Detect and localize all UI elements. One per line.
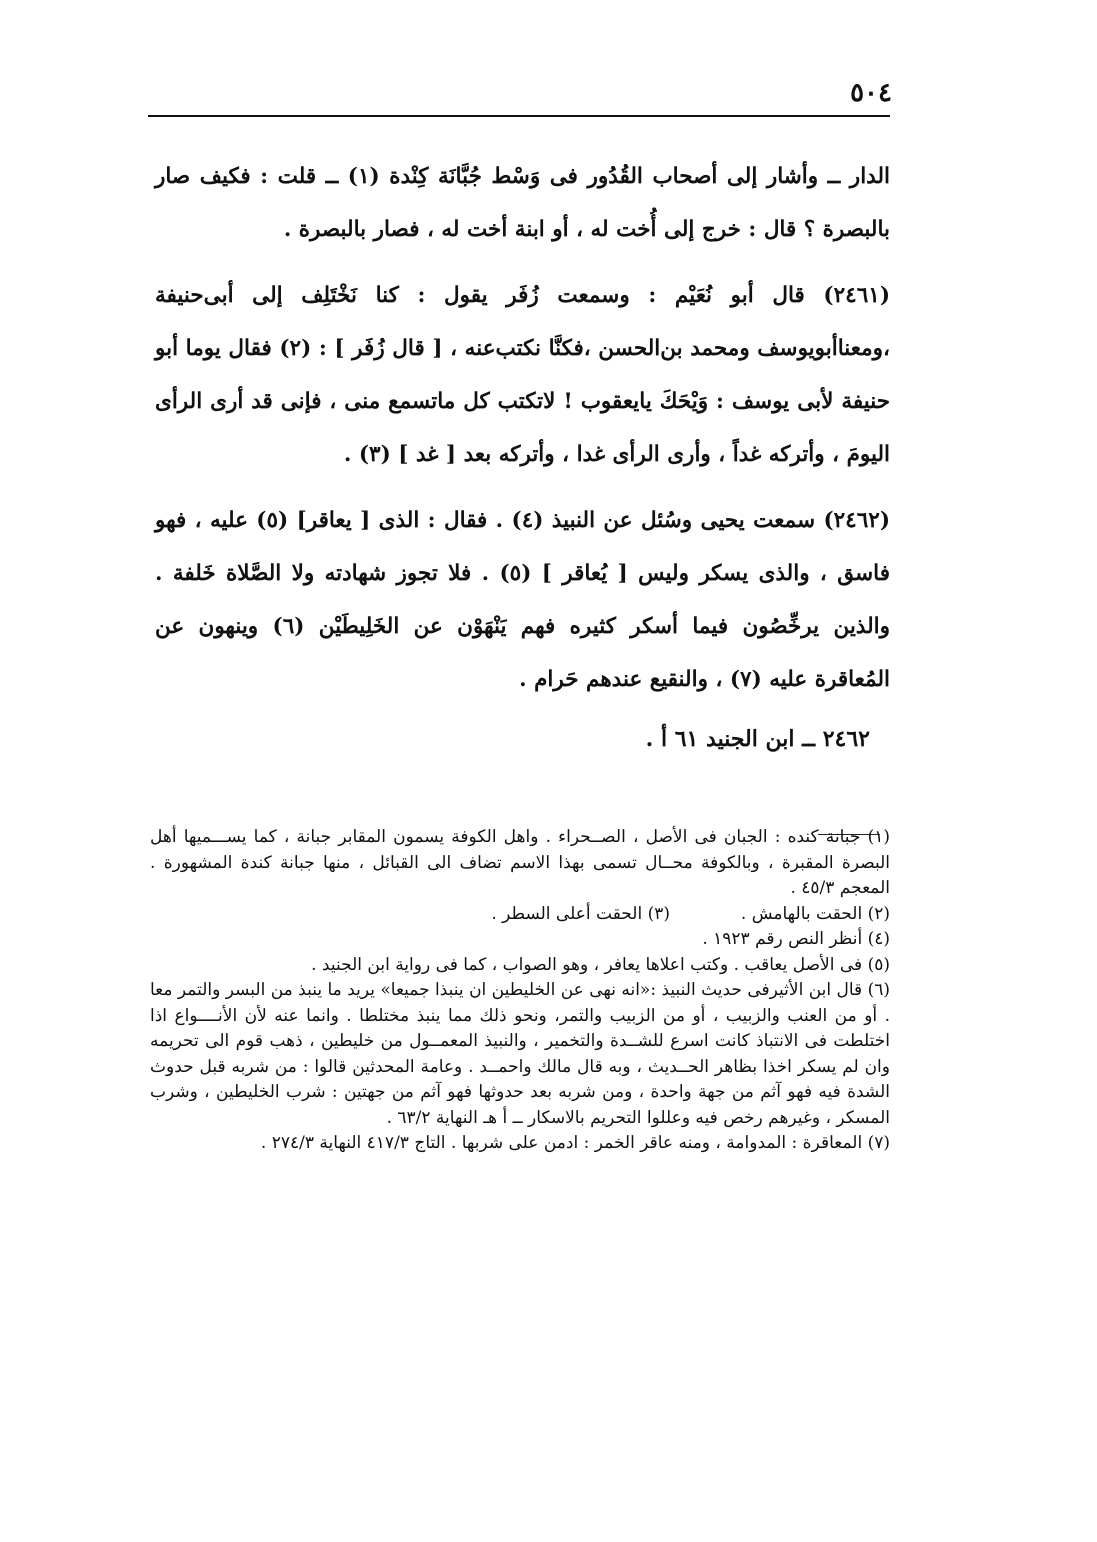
footnote-4: (٤) أنظر النص رقم ١٩٢٣ . bbox=[702, 929, 890, 949]
paragraph-continuation: الدار ــ وأشار إلى أصحاب القُدُور فى وَسْط جُبَّانَة كِنْدة (١) ــ قلت : فكيف صار بالبصرة ؟ قال : خرج إلى أُخت له ، أو ابنة أخت له ، فصار بالبصرة . bbox=[155, 164, 890, 242]
footnote-7: (٧) المعاقرة : المدوامة ، ومنه عاقر الخمر : ادمن على شربها . التاج ٤١٧/٣ النهاية ٢٧٤/٣ . bbox=[260, 1133, 890, 1153]
footnote-3: (٣) الحقت أعلى السطر . bbox=[491, 903, 670, 924]
source-reference: ٢٤٦٢ ــ ابن الجنيد ٦١ أ . bbox=[645, 726, 870, 752]
main-text bbox=[155, 150, 890, 759]
footnotes bbox=[150, 825, 890, 1157]
footnote-1: (١) جبانة كنده : الجبان فى الأصل ، الصــحراء . واهل الكوفة يسمون المقابر جبانة ، كما يســـميها أهل البصرة المقبرة ، وبالكوفة محــال تسمى بهذا الاسم تضاف الى القبائل ، منها جبانة كندة المشهورة . المعجم ٤٥/٣ . bbox=[150, 827, 890, 898]
header-rule bbox=[148, 115, 890, 117]
paragraph-2461: (٢٤٦١) قال أبو نُعَيْم : وسمعت زُفَر يقول : كنا نَخْتَلِف إلى أبى‌حنيفة ،ومعناأبويوسف ومحمد بن‌الحسن ،فكنَّا نكتب‌عنه ، [ قال زُفَر ] : (٢) فقال يوما أبو حنيفة لأبى يوسف : وَيْحَكَ يايعقوب ! لاتكتب كل ماتسمع منى ، فإنى قد أرى الرأى اليومَ ، وأتركه غداً ، وأرى الرأى غدا ، وأتركه بعد [ غد ] (٣) . bbox=[155, 283, 890, 467]
footnote-6: (٦) قال ابن الأثيرفى حديث النبيذ :«انه نهى عن الخليطين ان ينبذا جميعا» يريد ما ينبذ من البسر والتمر معا . أو من العنب والزبيب ، أو من الزبيب والتمر، ونحو ذلك مما ينبذ مختلطا . وانما عنه لأن الأنــــواع اذا اختلطت فى الانتباذ كانت اسرع للشــدة والتخمير ، والنبيذ المعمــول من خليطين ، ذهب قوم الى تحريمه وان لم يسكر اخذا بظاهر الحــديث ، وبه قال مالك واحمــد . وعامة المحدثين قالوا : من شربه قبل حدوث الشدة فيه فهو آثم من جهة واحدة ، ومن شربه بعد حدوثها فهو آثم من جهتين : شرب الخليطين ، وشرب المسكر ، وغيرهم رخص فيه وعللوا التحريم بالاسكار ــ أ هـ النهاية ٦٣/٢ . bbox=[150, 980, 890, 1128]
footnote-row-2-3 bbox=[150, 902, 890, 928]
paragraph-2462: (٢٤٦٢) سمعت يحيى وسُئل عن النبيذ (٤) . فقال : الذى [ يعاقر] (٥) عليه ، فهو فاسق ، والذى يسكر وليس [ يُعاقر ] (٥) . فلا تجوز شهادته ولا الصَّلاة خَلفة . والذين يرخِّصُون فيما أسكر كثيره فهم يَنْهَوْن عن الخَلِيطَيْن (٦) وينهون عن المُعاقرة عليه (٧) ، والنقيع عندهم حَرام . bbox=[155, 508, 891, 692]
footnote-5: (٥) فى الأصل يعاقب . وكتب اعلاها يعافر ، وهو الصواب ، كما فى رواية ابن الجنيد . bbox=[311, 954, 890, 975]
footnote-2: (٢) الحقت بالهامش . bbox=[740, 903, 890, 924]
page-number: ٥٠٤ bbox=[850, 78, 892, 108]
